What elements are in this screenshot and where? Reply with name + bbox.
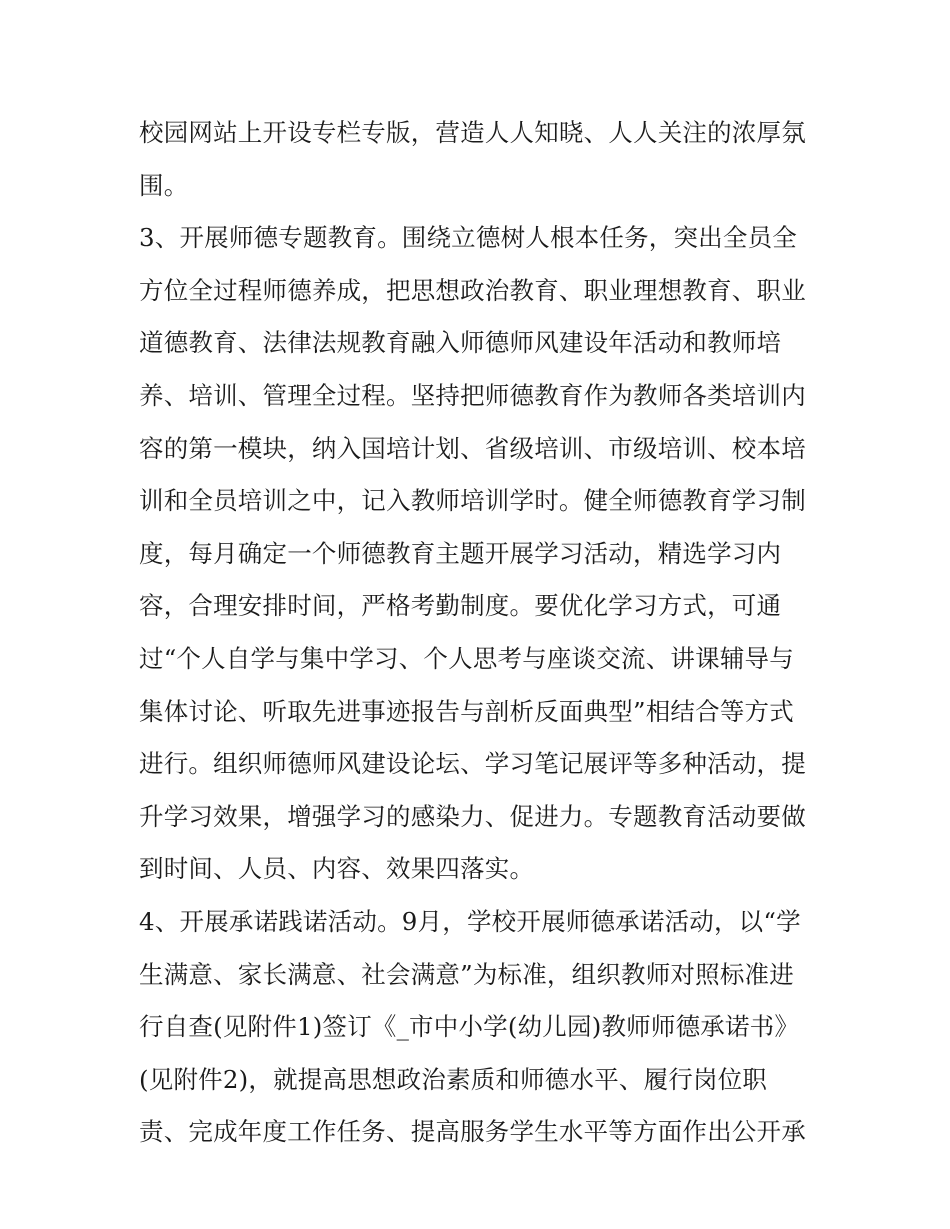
text-line: 过“个人自学与集中学习、个人思考与座谈交流、讲课辅导与 xyxy=(139,643,794,673)
text-line: 集体讨论、听取先进事迹报告与剖析反面典型”相结合等方式 xyxy=(139,696,794,726)
text-line: 进行。组织师德师风建设论坛、学习笔记展评等多种活动，提 xyxy=(139,749,806,779)
text-line: 责、完成年度工作任务、提高服务学生水平等方面作出公开承 xyxy=(139,1117,806,1147)
text-line: 升学习效果，增强学习的感染力、促进力。专题教育活动要做 xyxy=(139,801,806,831)
text-line: 养、培训、管理全过程。坚持把师德教育作为教师各类培训内 xyxy=(139,380,806,410)
body-text xyxy=(139,107,829,1159)
text-line: 方位全过程师德养成，把思想政治教育、职业理想教育、职业 xyxy=(139,275,806,305)
text-line: (见附件2)，就提高思想政治素质和师德水平、履行岗位职 xyxy=(139,1064,768,1094)
text-line: 训和全员培训之中，记入教师培训学时。健全师德教育学习制 xyxy=(139,486,806,516)
text-line: 生满意、家长满意、社会满意”为标准，组织教师对照标准进 xyxy=(139,959,794,989)
text-line: 3、开展师德专题教育。围绕立德树人根本任务，突出全员全 xyxy=(139,223,797,253)
text-line: 容的第一模块，纳入国培计划、省级培训、市级培训、校本培 xyxy=(139,433,806,463)
text-line: 容，合理安排时间，严格考勤制度。要优化学习方式，可通 xyxy=(139,591,782,621)
text-line: 到时间、人员、内容、效果四落实。 xyxy=(139,854,535,884)
text-line: 度，每月确定一个师德教育主题开展学习活动，精选学习内 xyxy=(139,538,782,568)
text-line: 4、开展承诺践诺活动。9月，学校开展师德承诺活动，以“学 xyxy=(139,906,801,936)
text-line: 校园网站上开设专栏专版，营造人人知晓、人人关注的浓厚氛 xyxy=(139,118,806,147)
text-line: 围。 xyxy=(139,170,189,200)
text-line: 行自查(见附件1)签订《_市中小学(幼儿园)教师师德承诺书》 xyxy=(139,1012,800,1042)
text-line: 道德教育、法律法规教育融入师德师风建设年活动和教师培 xyxy=(139,328,782,358)
